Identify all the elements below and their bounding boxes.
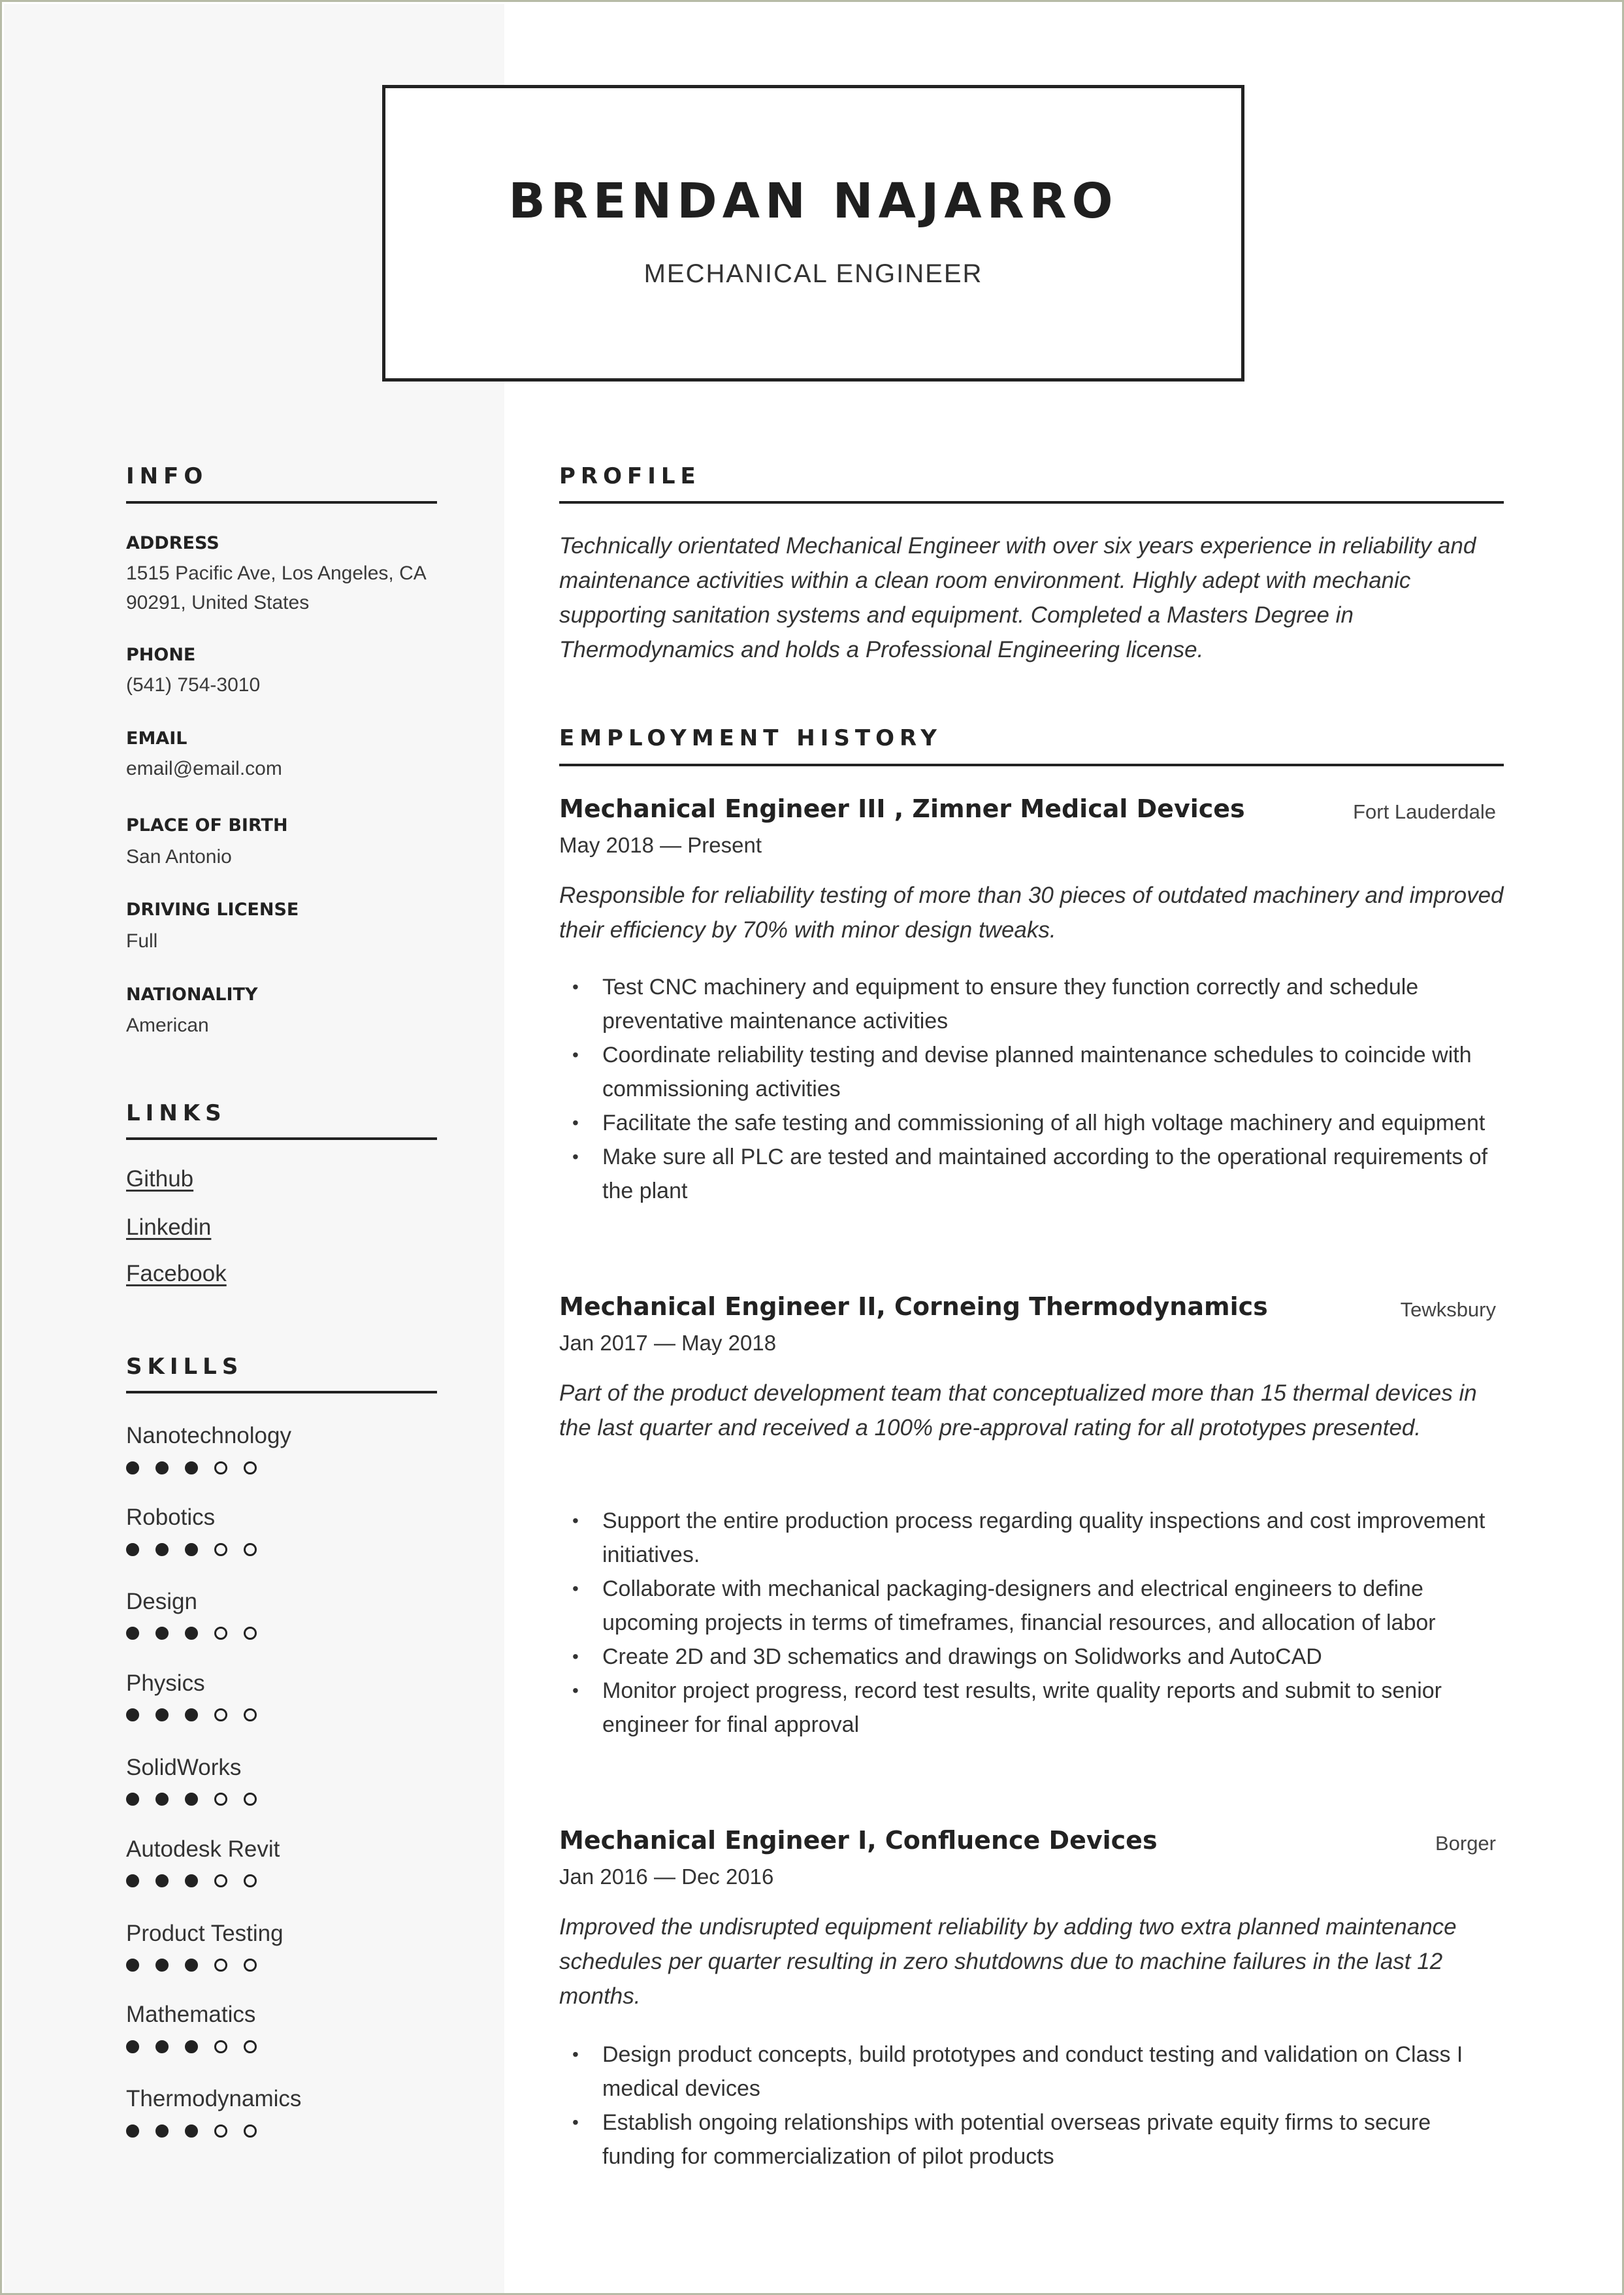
- filled-dot-icon: [155, 1543, 169, 1556]
- candidate-title: MECHANICAL ENGINEER: [643, 259, 983, 288]
- empty-dot-icon: [214, 1461, 227, 1474]
- info-divider: [126, 501, 437, 504]
- job-location: Fort Lauderdale: [1353, 800, 1496, 823]
- empty-dot-icon: [214, 2124, 227, 2138]
- nationality-label: NATIONALITY: [126, 985, 258, 1005]
- list-item: • Collaborate with mechanical packaging-designers and electrical engineers to define upcoming projects in terms of timeframes, financial resources, and allocation of labor: [559, 1572, 1506, 1640]
- filled-dot-icon: [126, 2040, 139, 2053]
- filled-dot-icon: [126, 1461, 139, 1474]
- list-item: • Establish ongoing relationships with potential overseas private equity firms to secure funding for commercialization of pilot products: [559, 2106, 1506, 2173]
- empty-dot-icon: [244, 1708, 257, 1721]
- driving-license-label: DRIVING LICENSE: [126, 900, 299, 920]
- links-divider: [126, 1137, 437, 1140]
- job-title: Mechanical Engineer II, Corneing Thermodynamics: [559, 1292, 1268, 1321]
- job-location: Tewksbury: [1400, 1298, 1496, 1321]
- address-label: ADDRESS: [126, 533, 219, 553]
- empty-dot-icon: [244, 1793, 257, 1806]
- job-bullets: [559, 970, 1506, 1208]
- filled-dot-icon: [126, 1874, 139, 1887]
- skill-name: Nanotechnology: [126, 1423, 291, 1448]
- filled-dot-icon: [126, 1543, 139, 1556]
- empty-dot-icon: [214, 2040, 227, 2053]
- empty-dot-icon: [214, 1543, 227, 1556]
- facebook-link[interactable]: Facebook: [126, 1261, 227, 1286]
- info-heading: INFO: [126, 463, 208, 489]
- filled-dot-icon: [155, 1874, 169, 1887]
- filled-dot-icon: [155, 2040, 169, 2053]
- job-title: Mechanical Engineer III , Zimner Medical Devices: [559, 794, 1245, 823]
- profile-divider: [559, 501, 1504, 504]
- place-of-birth-value: San Antonio: [126, 846, 232, 868]
- skill-name: SolidWorks: [126, 1755, 242, 1780]
- links-heading: LINKS: [126, 1100, 227, 1126]
- name-header-box: [382, 85, 1244, 382]
- filled-dot-icon: [155, 2124, 169, 2138]
- empty-dot-icon: [244, 2124, 257, 2138]
- filled-dot-icon: [185, 2040, 198, 2053]
- profile-heading: PROFILE: [559, 463, 701, 489]
- skill-name: Autodesk Revit: [126, 1836, 280, 1862]
- filled-dot-icon: [185, 2124, 198, 2138]
- filled-dot-icon: [155, 1959, 169, 1972]
- skill-name: Design: [126, 1589, 197, 1614]
- employment-heading: EMPLOYMENT HISTORY: [559, 725, 942, 751]
- job-dates: Jan 2017 — May 2018: [559, 1331, 777, 1355]
- empty-dot-icon: [244, 1959, 257, 1972]
- empty-dot-icon: [244, 2040, 257, 2053]
- skills-heading: SKILLS: [126, 1354, 244, 1380]
- github-link[interactable]: Github: [126, 1166, 194, 1192]
- skills-divider: [126, 1391, 437, 1393]
- list-item: • Monitor project progress, record test results, write quality reports and submit to senior engineer for final approval: [559, 1674, 1506, 1742]
- skill-name: Physics: [126, 1670, 205, 1696]
- nationality-value: American: [126, 1015, 209, 1036]
- job-summary: Responsible for reliability testing of more than 30 pieces of outdated machinery and improved their efficiency by 70% with minor design tweaks.: [559, 883, 1504, 943]
- filled-dot-icon: [155, 1461, 169, 1474]
- job-summary: Improved the undisrupted equipment reliability by adding two extra planned maintenance schedules per quarter resulting in zero shutdowns due to machine failures in the last 12 months.: [559, 1914, 1457, 2009]
- filled-dot-icon: [155, 1708, 169, 1721]
- empty-dot-icon: [214, 1708, 227, 1721]
- job-summary: Part of the product development team that conceptualized more than 15 thermal devices in the last quarter and received a 100% pre-approval rating for all prototypes presented.: [559, 1380, 1477, 1440]
- filled-dot-icon: [185, 1874, 198, 1887]
- phone-value: (541) 754-3010: [126, 674, 261, 696]
- job-dates: May 2018 — Present: [559, 833, 762, 857]
- list-item: • Support the entire production process regarding quality inspections and cost improvement initiatives.: [559, 1504, 1506, 1572]
- filled-dot-icon: [185, 1627, 198, 1640]
- empty-dot-icon: [244, 1874, 257, 1887]
- email-value: email@email.com: [126, 758, 282, 779]
- job-title: Mechanical Engineer I, Confluence Devices: [559, 1826, 1158, 1855]
- list-item: • Create 2D and 3D schematics and drawings on Solidworks and AutoCAD: [559, 1640, 1506, 1674]
- empty-dot-icon: [214, 1874, 227, 1887]
- filled-dot-icon: [126, 1708, 139, 1721]
- filled-dot-icon: [155, 1793, 169, 1806]
- candidate-name: BRENDAN NAJARRO: [508, 173, 1118, 229]
- empty-dot-icon: [244, 1543, 257, 1556]
- filled-dot-icon: [126, 1959, 139, 1972]
- empty-dot-icon: [214, 1627, 227, 1640]
- filled-dot-icon: [126, 1793, 139, 1806]
- filled-dot-icon: [185, 1461, 198, 1474]
- employment-divider: [559, 764, 1504, 766]
- job-bullets: [559, 2038, 1506, 2173]
- job-dates: Jan 2016 — Dec 2016: [559, 1864, 774, 1889]
- address-line-1: 1515 Pacific Ave, Los Angeles, CA: [126, 562, 427, 584]
- filled-dot-icon: [126, 2124, 139, 2138]
- skill-name: Product Testing: [126, 1921, 284, 1946]
- skill-name: Thermodynamics: [126, 2086, 302, 2111]
- skill-name: Mathematics: [126, 2002, 256, 2027]
- place-of-birth-label: PLACE OF BIRTH: [126, 815, 288, 836]
- filled-dot-icon: [126, 1627, 139, 1640]
- address-line-2: 90291, United States: [126, 592, 310, 613]
- filled-dot-icon: [185, 1543, 198, 1556]
- list-item: • Test CNC machinery and equipment to ensure they function correctly and schedule preventative maintenance activities: [559, 970, 1506, 1038]
- filled-dot-icon: [155, 1627, 169, 1640]
- linkedin-link[interactable]: Linkedin: [126, 1214, 212, 1240]
- skill-name: Robotics: [126, 1505, 216, 1530]
- filled-dot-icon: [185, 1959, 198, 1972]
- filled-dot-icon: [185, 1793, 198, 1806]
- email-label: EMAIL: [126, 728, 187, 749]
- empty-dot-icon: [244, 1461, 257, 1474]
- list-item: • Facilitate the safe testing and commissioning of all high voltage machinery and equipment: [559, 1106, 1506, 1140]
- list-item: • Design product concepts, build prototypes and conduct testing and validation on Class I medical devices: [559, 2038, 1506, 2106]
- empty-dot-icon: [214, 1959, 227, 1972]
- list-item: • Coordinate reliability testing and devise planned maintenance schedules to coincide with commissioning activities: [559, 1038, 1506, 1106]
- empty-dot-icon: [214, 1793, 227, 1806]
- job-bullets: [559, 1504, 1506, 1742]
- phone-label: PHONE: [126, 645, 196, 665]
- job-location: Borger: [1435, 1832, 1496, 1855]
- empty-dot-icon: [244, 1627, 257, 1640]
- driving-license-value: Full: [126, 930, 158, 952]
- list-item: • Make sure all PLC are tested and maintained according to the operational requirements of the plant: [559, 1140, 1506, 1208]
- profile-summary: Technically orientated Mechanical Engineer with over six years experience in reliability and maintenance activities within a clean room environment. Highly adept with mechanic supporting sanitation systems and equipment. Completed a Masters Degree in Thermodynamics and holds a Professional Engineering license.: [559, 533, 1476, 662]
- filled-dot-icon: [185, 1708, 198, 1721]
